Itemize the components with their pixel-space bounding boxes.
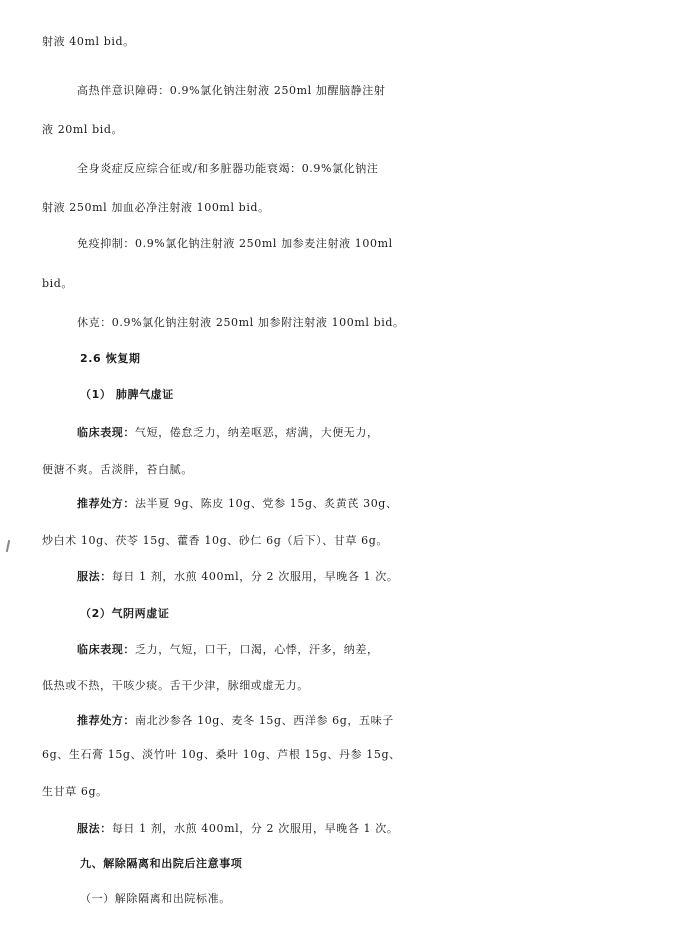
- usage-line: [77, 565, 673, 589]
- subsection-heading: （1） 肺脾气虚证: [80, 388, 174, 401]
- text-line: 休克：0.9%氯化钠注射液 250ml 加参附注射液 100ml bid。: [77, 316, 405, 329]
- subsection-heading: （2）气阴两虚证: [80, 607, 170, 620]
- usage-line: [77, 817, 673, 841]
- field-label: 临床表现：: [77, 643, 135, 656]
- text-line: 免疫抑制：0.9%氯化钠注射液 250ml 加参麦注射液 100ml: [77, 237, 393, 250]
- field-text: 每日 1 剂，水煎 400ml，分 2 次服用，早晚各 1 次。: [111, 822, 399, 835]
- prescription-line: [77, 492, 673, 516]
- prescription-line: [77, 709, 673, 733]
- text-line: 液 20ml bid。: [42, 123, 124, 136]
- clinical-manifestation-line: [77, 638, 673, 662]
- text-line: 射液 40ml bid。: [42, 35, 135, 48]
- field-label: 推荐处方：: [77, 714, 135, 727]
- text-line: 6g、生石膏 15g、淡竹叶 10g、桑叶 10g、芦根 15g、丹参 15g、: [42, 748, 401, 761]
- scan-mark: [6, 540, 10, 552]
- text-line: 全身炎症反应综合征或/和多脏器功能衰竭：0.9%氯化钠注: [77, 162, 379, 175]
- clinical-manifestation-line: [77, 421, 673, 445]
- field-label: 服法：: [77, 822, 112, 835]
- field-text: 乏力，气短，口干，口渴，心悸，汗多，纳差，: [135, 643, 379, 656]
- field-text: 法半夏 9g、陈皮 10g、党参 15g、炙黄芪 30g、: [135, 497, 398, 510]
- text-line: 低热或不热，干咳少痰。舌干少津，脉细或虚无力。: [42, 679, 309, 692]
- text-line: 便溏不爽。舌淡胖，苔白腻。: [42, 463, 193, 476]
- text-line: 高热伴意识障碍：0.9%氯化钠注射液 250ml 加醒脑静注射: [77, 84, 386, 97]
- chapter-heading: 九、解除隔离和出院后注意事项: [80, 857, 243, 870]
- subchapter-heading: （一）解除隔离和出院标准。: [80, 892, 231, 905]
- text-line: 炒白术 10g、茯苓 15g、藿香 10g、砂仁 6g（后下）、甘草 6g。: [42, 534, 388, 547]
- text-line: 生甘草 6g。: [42, 785, 108, 798]
- field-label: 临床表现：: [77, 426, 135, 439]
- text-line: 射液 250ml 加血必净注射液 100ml bid。: [42, 201, 270, 214]
- field-label: 服法：: [77, 570, 112, 583]
- section-heading: 2.6 恢复期: [80, 352, 141, 365]
- text-line: bid。: [42, 277, 74, 290]
- field-text: 每日 1 剂，水煎 400ml，分 2 次服用，早晚各 1 次。: [111, 570, 399, 583]
- field-label: 推荐处方：: [77, 497, 135, 510]
- field-text: 南北沙参各 10g、麦冬 15g、西洋参 6g，五味子: [135, 714, 394, 727]
- field-text: 气短，倦怠乏力，纳差呕恶，痞满，大便无力，: [135, 426, 379, 439]
